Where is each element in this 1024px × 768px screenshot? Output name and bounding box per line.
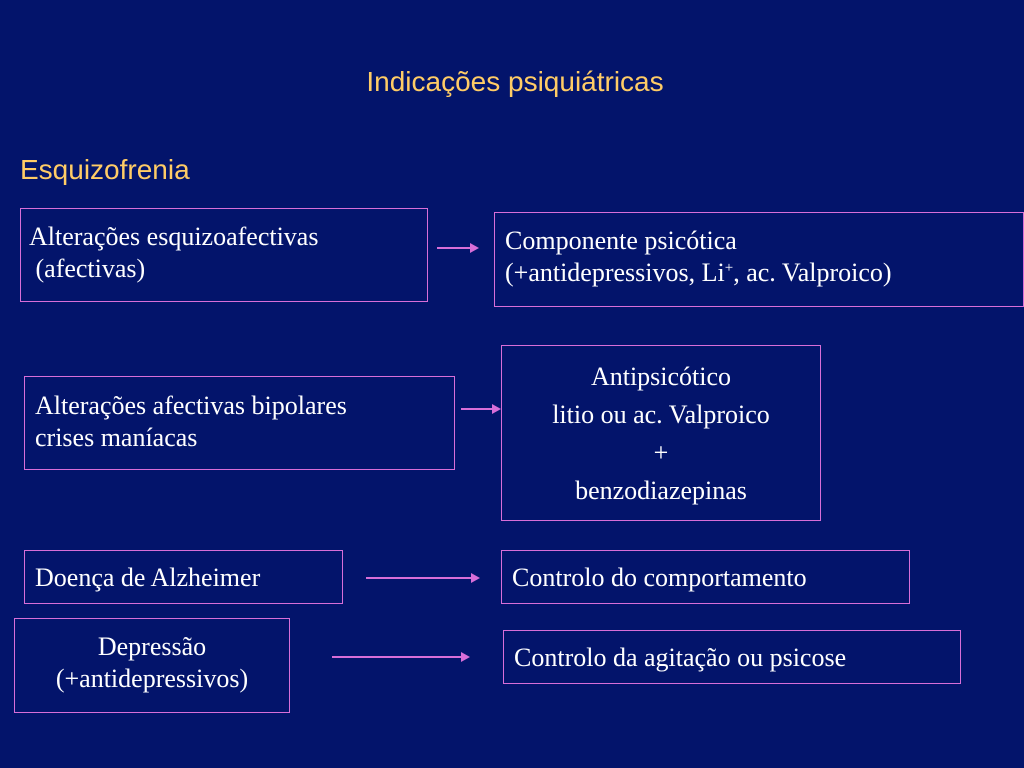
slide-title: Indicações psiquiátricas [366, 66, 664, 97]
box-line: + [653, 438, 669, 467]
box-line: Doença de Alzheimer [35, 563, 261, 592]
arrow-right-icon [437, 242, 479, 254]
arrow-right-icon [332, 651, 470, 663]
box-schizoaffective [20, 208, 428, 302]
box-line: Antipsicótico [590, 362, 732, 391]
text-part: , ac. Valproico) [733, 258, 892, 287]
superscript-plus: + [724, 260, 734, 276]
arrow-right-icon [366, 572, 480, 584]
box-line: Componente psicótica [505, 226, 737, 255]
box-line: Alterações afectivas bipolares [35, 391, 347, 420]
box-agitation-control [503, 630, 961, 684]
box-line: benzodiazepinas [575, 476, 747, 505]
box-depression [14, 618, 290, 713]
text-part: (+antidepressivos, Li [505, 258, 725, 287]
box-antipsychotic [501, 345, 821, 521]
box-alzheimer [24, 550, 343, 604]
box-bipolar [24, 376, 455, 470]
box-line [505, 257, 1023, 289]
section-heading: Esquizofrenia [20, 154, 190, 185]
box-line: Controlo da agitação ou psicose [514, 643, 847, 672]
box-line: Depressão [97, 632, 207, 661]
box-psychotic-component [494, 212, 1024, 307]
box-line: crises maníacas [35, 423, 198, 452]
box-line: Controlo do comportamento [512, 563, 807, 592]
box-line: Alterações esquizoafectivas [29, 222, 319, 251]
box-behavior-control [501, 550, 910, 604]
box-line: (afectivas) [29, 254, 146, 283]
box-line: litio ou ac. Valproico [552, 400, 770, 429]
arrow-right-icon [461, 403, 501, 415]
box-line: (+antidepressivos) [55, 664, 249, 693]
